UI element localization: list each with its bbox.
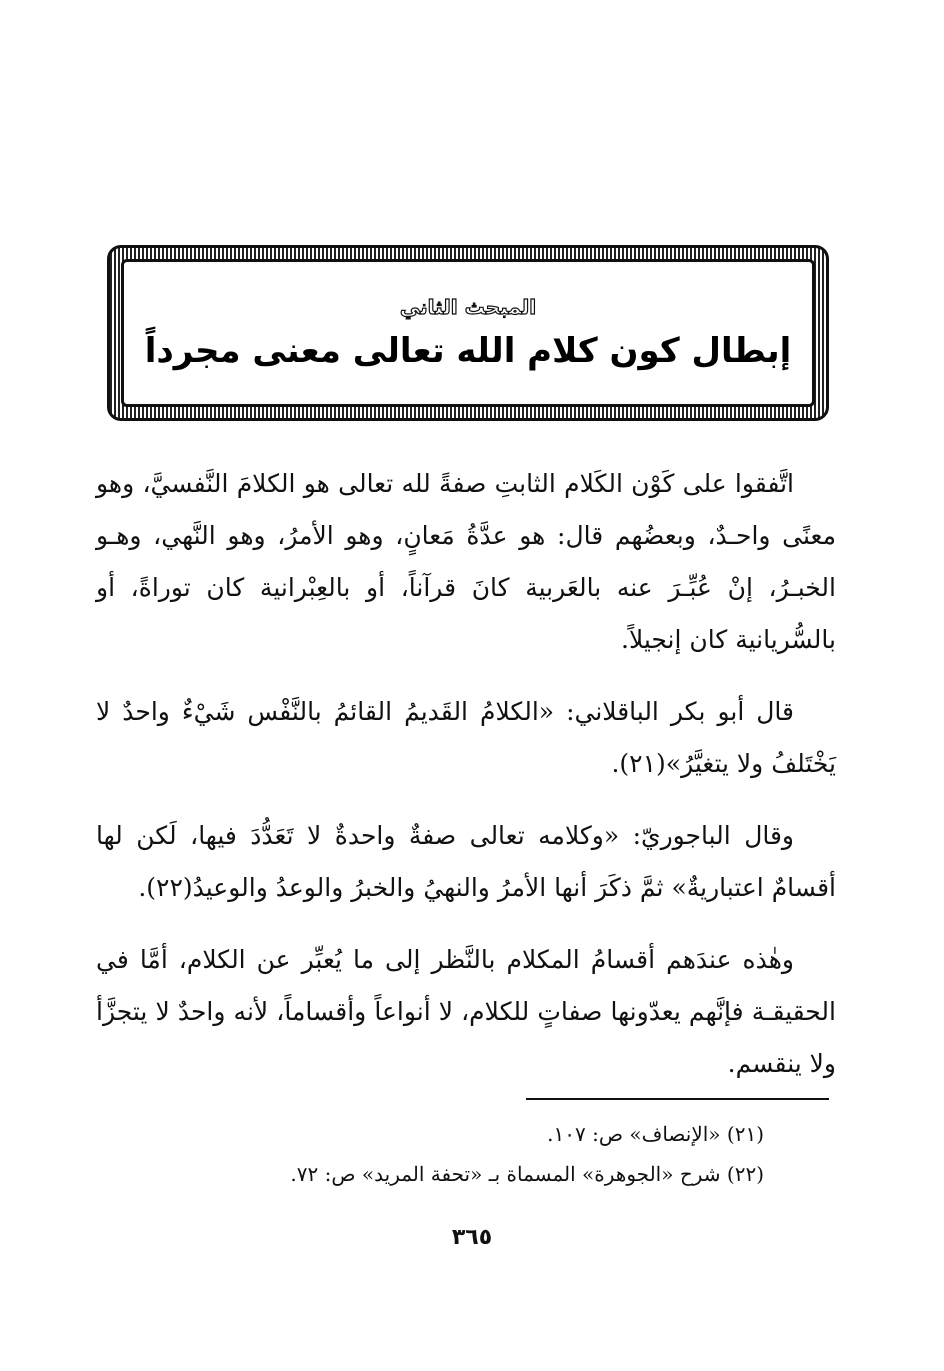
section-subtitle: المبحث الثاني [399,295,537,319]
chapter-title-frame [107,245,829,421]
footnote: (٢١) «الإنصاف» ص: ١٠٧. [547,1122,764,1146]
chapter-title-box [121,259,815,407]
paragraph: وقال الباجوريّ: «وكلامه تعالى صفةٌ واحدةٌ لا تَعَدُّدَ فيها، لَكن لها أقسامٌ اعتباريةٌ» ثمَّ ذكَرَ أنها الأمرُ والنهيُ والخبرُ والوعدُ والوعيدُ(٢٢). [96,821,836,902]
paragraph: وهٰذه عندَهم أقسامُ المكلام بالنَّظر إلى ما يُعبِّر عن الكلام، أمَّا في الحقيقـة فإنَّهم يعدّونها صفاتٍ للكلام، لا أنواعاً وأقساماً، لأنه واحدٌ لا يتجزَّأ ولا ينقسم. [96,945,836,1078]
footnote: (٢٢) شرح «الجوهرة» المسماة بـ «تحفة المريد» ص: ٧٢. [290,1162,764,1186]
section-title: إبطال كون كلام الله تعالى معنى مجرداً [144,331,792,371]
body-text [96,458,836,1110]
footnotes [96,1114,764,1194]
page-number: ٣٦٥ [451,1225,493,1250]
paragraph: اتَّفقوا على كَوْن الكَلام الثابتِ صفةً لله تعالى هو الكلامَ النَّفسيَّ، وهو معنًى واحـدٌ، وبعضُهم قال: هو عدَّةُ مَعانٍ، وهو الأمرُ، وهو النَّهي، وهـو الخبـرُ، إنْ عُبِّـرَ عنه بالعَربية كانَ قرآناً، أو بالعِبْرانية كان توراةً، أو بالسُّريانية كان إنجيلاً. [96,469,836,654]
paragraph: قال أبو بكر الباقلاني: «الكلامُ القَديمُ القائمُ بالنَّفْس شَيْءٌ واحدٌ لا يَخْتَلفُ ولا يتغيَّرُ»(٢١). [96,697,836,778]
footnote-separator [526,1098,829,1100]
